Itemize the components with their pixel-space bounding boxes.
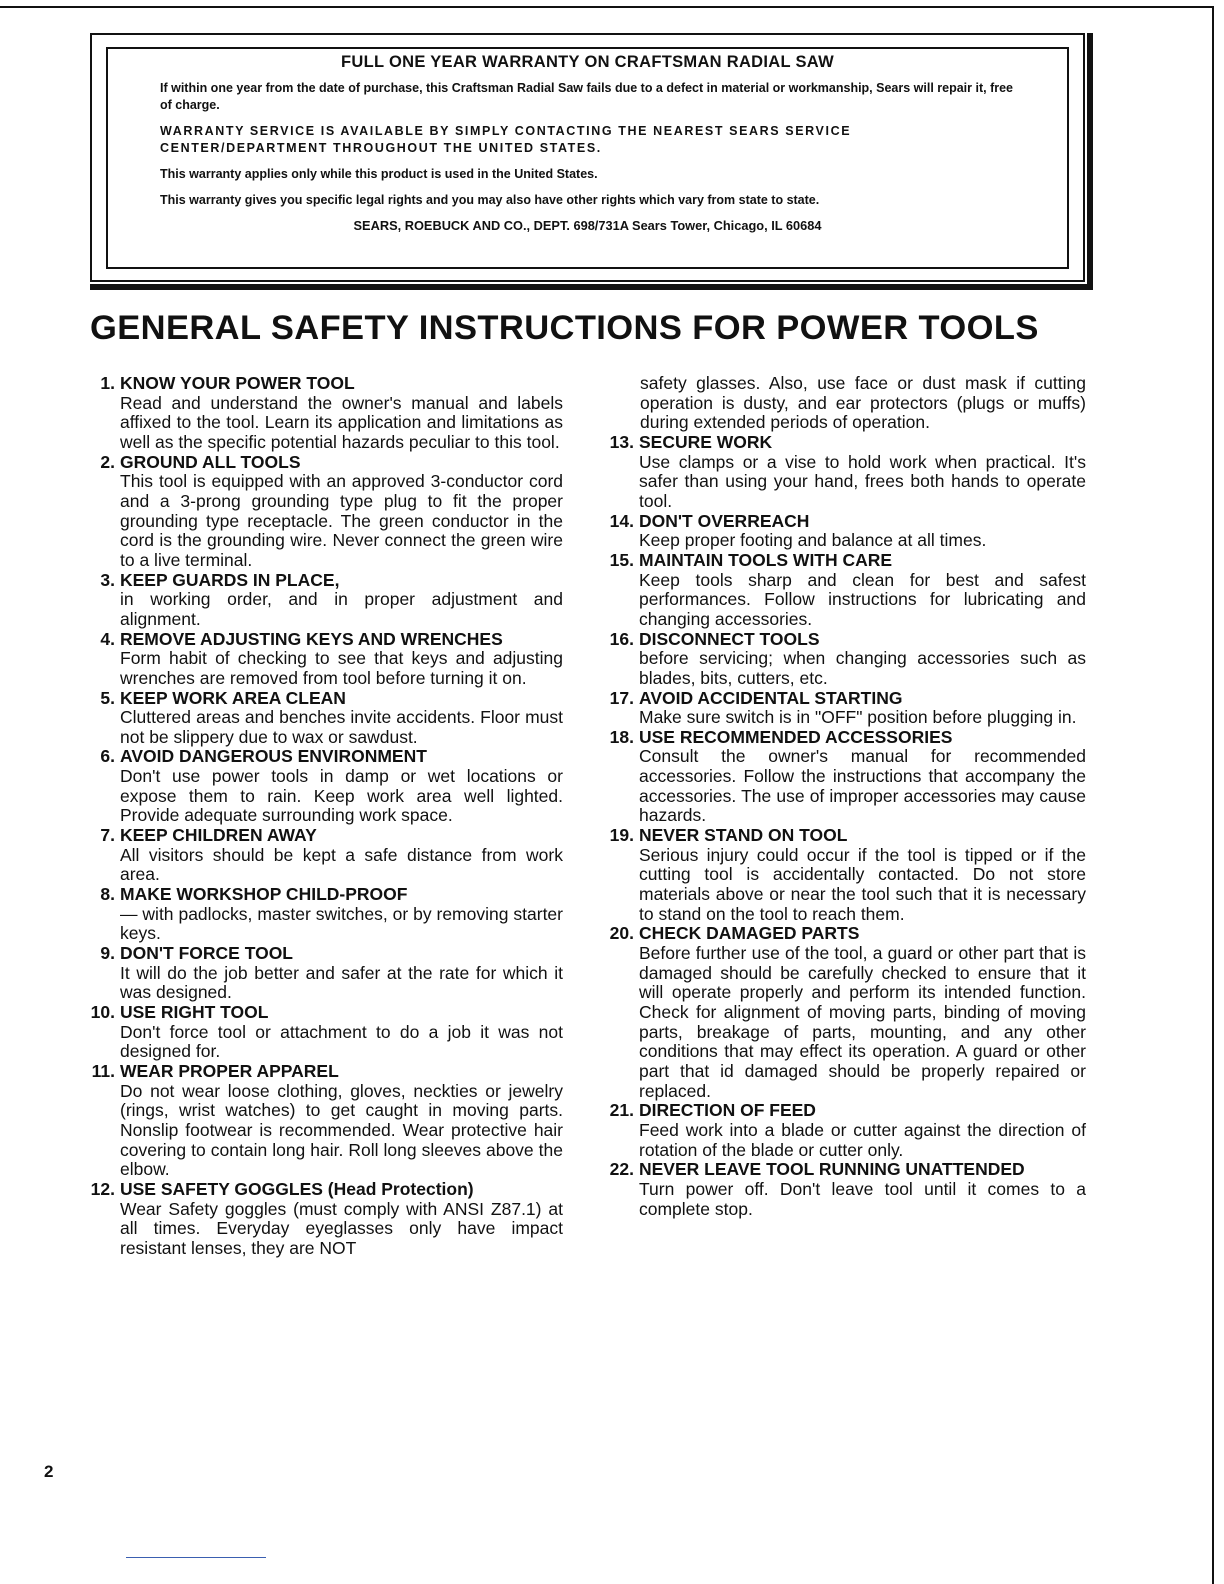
instruction-body: It will do the job better and safer at the rate for which it was designed. [120, 962, 563, 1003]
warranty-box [90, 33, 1085, 282]
page-number: 2 [44, 1462, 54, 1481]
instruction-number: 17. [609, 687, 634, 708]
instruction-body: Keep proper footing and balance at all times. [639, 530, 987, 551]
instruction-title: WEAR PROPER APPAREL [120, 1060, 339, 1081]
instruction-number: 16. [609, 628, 634, 649]
instruction-item [85, 885, 563, 944]
instruction-number: 9. [100, 943, 115, 964]
instruction-body: Turn power off. Don't leave tool until it comes to a complete stop. [639, 1178, 1086, 1219]
instruction-item [85, 571, 563, 630]
instruction-item [85, 630, 563, 689]
instruction-item [85, 1062, 563, 1180]
instruction-item [604, 630, 1086, 689]
instruction-title: USE RECOMMENDED ACCESSORIES [639, 726, 953, 747]
instruction-title: KEEP CHILDREN AWAY [120, 825, 317, 846]
instruction-number: 21. [609, 1100, 634, 1121]
instruction-item [85, 1003, 563, 1062]
instruction-item [604, 433, 1086, 512]
instruction-number: 10. [90, 1002, 115, 1022]
instruction-body: Before further use of the tool, a guard or other part that is damaged should be carefully checked to ensure that it will operate properly and perform its intended function. Check for alignment of moving parts, binding of moving parts, breakage of parts, mounting, and any other conditions that may effect its operation. A guard or other part that id damaged should be properly repaired or replaced. [639, 943, 1086, 1101]
instruction-item [604, 551, 1086, 630]
instruction-body: Keep tools sharp and clean for best and safest performances. Follow instructions for lubricating and changing accessories. [639, 569, 1086, 629]
warranty-heading: FULL ONE YEAR WARRANTY ON CRAFTSMAN RADIAL SAW [341, 53, 834, 71]
bottom-underline-mark [126, 1557, 266, 1558]
instruction-number: 2. [100, 451, 115, 472]
instruction-number: 22. [609, 1159, 634, 1180]
instruction-item [85, 689, 563, 748]
warranty-paragraph: This warranty gives you specific legal rights and you may also have other rights which vary from state to state. [160, 193, 820, 207]
instruction-item [604, 924, 1086, 1101]
instruction-title: MAINTAIN TOOLS WITH CARE [639, 549, 893, 570]
instructions-column-right [604, 374, 1086, 1219]
instruction-title: DON'T FORCE TOOL [120, 943, 294, 964]
instruction-title: NEVER LEAVE TOOL RUNNING UNATTENDED [639, 1159, 1025, 1180]
instruction-body: Feed work into a blade or cutter against the direction of rotation of the blade or cutter only. [639, 1119, 1086, 1160]
instruction-item [604, 826, 1086, 924]
instruction-item [604, 512, 1086, 551]
instruction-title: KNOW YOUR POWER TOOL [120, 373, 355, 393]
instruction-body: Use clamps or a vise to hold work when practical. It's safer than using your hand, frees both hands to operate tool. [639, 451, 1086, 511]
instruction-number: 14. [609, 510, 634, 531]
instruction-number: 19. [609, 825, 634, 846]
warranty-service-paragraph: WARRANTY SERVICE IS AVAILABLE BY SIMPLY CONTACTING THE NEAREST SEARS SERVICE CENTER/DEPARTMENT THROUGHOUT THE UNITED STATES. [160, 124, 852, 155]
instruction-body: Consult the owner's manual for recommended accessories. Follow the instructions that accompany the accessories. The use of improper accessories may cause hazards. [639, 746, 1086, 826]
instruction-title: KEEP WORK AREA CLEAN [120, 687, 346, 708]
instruction-item [85, 747, 563, 826]
instruction-body: All visitors should be kept a safe distance from work area. [120, 844, 563, 885]
instruction-item [604, 1101, 1086, 1160]
instruction-title: AVOID ACCIDENTAL STARTING [639, 687, 903, 708]
instruction-item [85, 453, 563, 571]
instruction-number: 6. [100, 746, 115, 767]
instruction-body: Don't use power tools in damp or wet locations or expose them to rain. Keep work area well lighted. Provide adequate surrounding work space. [120, 766, 563, 826]
instruction-title: DIRECTION OF FEED [639, 1100, 816, 1121]
instruction-number: 1. [100, 373, 115, 393]
instruction-body: Serious injury could occur if the tool is tipped or if the cutting tool is accidentally contacted. Do not store materials above or near the tool such that it is necessary to stand on the tool to reach them. [639, 844, 1086, 924]
instruction-title: AVOID DANGEROUS ENVIRONMENT [120, 746, 427, 767]
warranty-address: SEARS, ROEBUCK AND CO., DEPT. 698/731A Sears Tower, Chicago, IL 60684 [353, 218, 822, 233]
instruction-item [604, 728, 1086, 826]
instruction-number: 15. [609, 549, 634, 570]
instruction-number: 20. [609, 923, 634, 944]
instruction-body: Read and understand the owner's manual and labels affixed to the tool. Learn its application and limitations as well as the specific potential hazards peculiar to this tool. [120, 392, 563, 452]
instruction-item [85, 944, 563, 1003]
instruction-number: 7. [100, 825, 115, 846]
instruction-title: DON'T OVERREACH [639, 510, 810, 531]
instruction-body: Cluttered areas and benches invite accidents. Floor must not be slippery due to wax or sawdust. [120, 707, 563, 747]
instruction-title: KEEP GUARDS IN PLACE, [120, 569, 340, 590]
instruction-item [85, 374, 563, 453]
instruction-item [604, 1160, 1086, 1219]
instruction-body: — with padlocks, master switches, or by removing starter keys. [120, 903, 563, 944]
instruction-title: GROUND ALL TOOLS [120, 451, 301, 472]
instruction-title: CHECK DAMAGED PARTS [639, 923, 860, 944]
instruction-body: Do not wear loose clothing, gloves, neckties or jewelry (rings, wrist watches) to get caught in moving parts. Nonslip footwear is recommended. Wear protective hair covering to contain long hair. Roll long sleeves above the elbow. [120, 1080, 563, 1180]
instruction-number: 5. [100, 687, 115, 708]
instructions-column-left [85, 374, 563, 1259]
instruction-item [85, 1180, 563, 1259]
instruction-body: Form habit of checking to see that keys and adjusting wrenches are removed from tool before turning it on. [120, 648, 563, 688]
instruction-number: 3. [100, 569, 115, 590]
top-border-line [0, 6, 1214, 8]
warranty-paragraph: This warranty applies only while this product is used in the United States. [160, 167, 598, 181]
warranty-paragraph: If within one year from the date of purchase, this Craftsman Radial Saw fails due to a defect in material or workmanship, Sears will repair it, free of charge. [160, 81, 1014, 112]
page-title: GENERAL SAFETY INSTRUCTIONS FOR POWER TOOLS [90, 309, 1039, 347]
warranty-inner-frame [106, 47, 1069, 269]
instruction-title: NEVER STAND ON TOOL [639, 825, 848, 846]
instruction-title: REMOVE ADJUSTING KEYS AND WRENCHES [120, 628, 503, 649]
instruction-title: SECURE WORK [639, 431, 773, 452]
right-border-line [1212, 6, 1214, 1584]
instruction-number: 8. [100, 884, 115, 905]
instruction-body: before servicing; when changing accessories such as blades, bits, cutters, etc. [639, 648, 1086, 688]
instruction-body: Don't force tool or attachment to do a job it was not designed for. [120, 1021, 563, 1062]
instruction-title: USE RIGHT TOOL [120, 1002, 269, 1022]
instruction-title: USE SAFETY GOGGLES (Head Protection) [120, 1178, 474, 1199]
instruction-item [85, 826, 563, 885]
instruction-body: This tool is equipped with an approved 3-conductor cord and a 3-prong grounding type plug to fit the proper grounding type receptacle. The green conductor in the cord is the grounding wire. Never connect the green wire to a live terminal. [120, 471, 563, 570]
instruction-title: MAKE WORKSHOP CHILD-PROOF [120, 884, 408, 905]
instruction-body: Wear Safety goggles (must comply with ANSI Z87.1) at all times. Everyday eyeglasses only have impact resistant lenses, they are NOT [120, 1198, 563, 1258]
instruction-continuation: safety glasses. Also, use face or dust mask if cutting operation is dusty, and ear protectors (plugs or muffs) during extended periods of operation. [640, 373, 1086, 433]
instruction-body: in working order, and in proper adjustment and alignment. [120, 589, 563, 629]
instruction-number: 11. [91, 1060, 115, 1081]
instruction-body: Make sure switch is in "OFF" position before plugging in. [639, 707, 1077, 728]
instruction-item [604, 689, 1086, 728]
instruction-number: 12. [90, 1178, 115, 1199]
instruction-title: DISCONNECT TOOLS [639, 628, 820, 649]
instruction-number: 13. [609, 431, 634, 452]
instruction-number: 18. [609, 726, 634, 747]
instruction-number: 4. [100, 628, 115, 649]
